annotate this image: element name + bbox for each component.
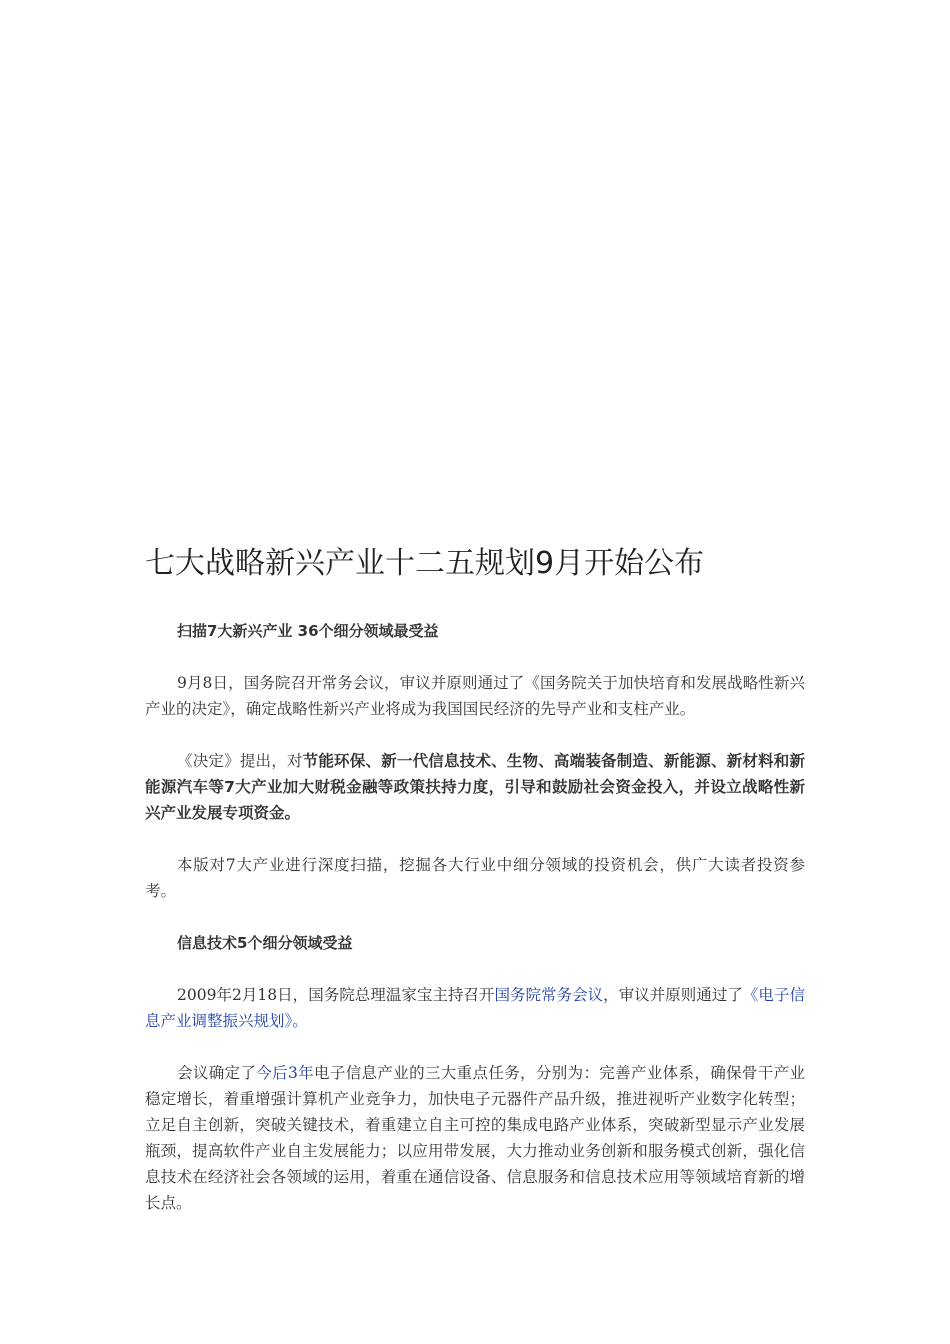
link-state-council-meeting[interactable]: 国务院常务会议 — [494, 986, 604, 1004]
paragraph-text: 会议确定了 — [177, 1064, 257, 1082]
paragraph-text: 电子信息产业的三大重点任务，分别为：完善产业体系，确保骨干产业稳定增长，着重增强计算机产业竞争力，加快电子元器件产品升级，推进视听产业数字化转型；立足自主创新，突破关键技术，着重建立自主可控的集成电路产业体系，突破新型显示产业发展瓶颈，提高软件产业自主发展能力；以应用带发展，大力推动业务创新和服务模式创新，强化信息技术在经济社会各领域的运用，着重在通信设备、信息服务和信息技术应用等领域培育新的增长点。 — [145, 1064, 805, 1212]
article-body — [145, 540, 805, 1242]
paragraph — [145, 982, 805, 1034]
link-next-three-years[interactable]: 今后3年 — [256, 1064, 315, 1082]
emphasis-text: 节能环保、新一代信息技术、生物、高端装备制造、新能源、新材料和新能源汽车等7大产业加大财税金融等政策扶持力度，引导和鼓励社会资金投入，并设立战略性新兴产业发展专项资金。 — [145, 752, 805, 822]
paragraph — [145, 1060, 805, 1216]
link-electronics-plan[interactable]: 《电子信息产业调整振兴规划》。 — [145, 986, 805, 1030]
section-subhead: 扫描7大新兴产业 36个细分领域最受益 — [177, 622, 439, 640]
paragraph-text: 《决定》提出，对 — [177, 752, 303, 770]
paragraph: 9月8日，国务院召开常务会议，审议并原则通过了《国务院关于加快培育和发展战略性新兴产业的决定》，确定战略性新兴产业将成为我国国民经济的先导产业和支柱产业。 — [145, 674, 805, 718]
paragraph — [145, 748, 805, 826]
section-subhead: 信息技术5个细分领域受益 — [177, 934, 353, 952]
paragraph: 本版对7大产业进行深度扫描，挖掘各大行业中细分领域的投资机会，供广大读者投资参考。 — [145, 856, 805, 900]
paragraph-text: 2009年2月18日，国务院总理温家宝主持召开 — [177, 986, 495, 1004]
paragraph-text: ，审议并原则通过了 — [603, 986, 743, 1004]
article-title: 七大战略新兴产业十二五规划9月开始公布 — [145, 546, 705, 581]
